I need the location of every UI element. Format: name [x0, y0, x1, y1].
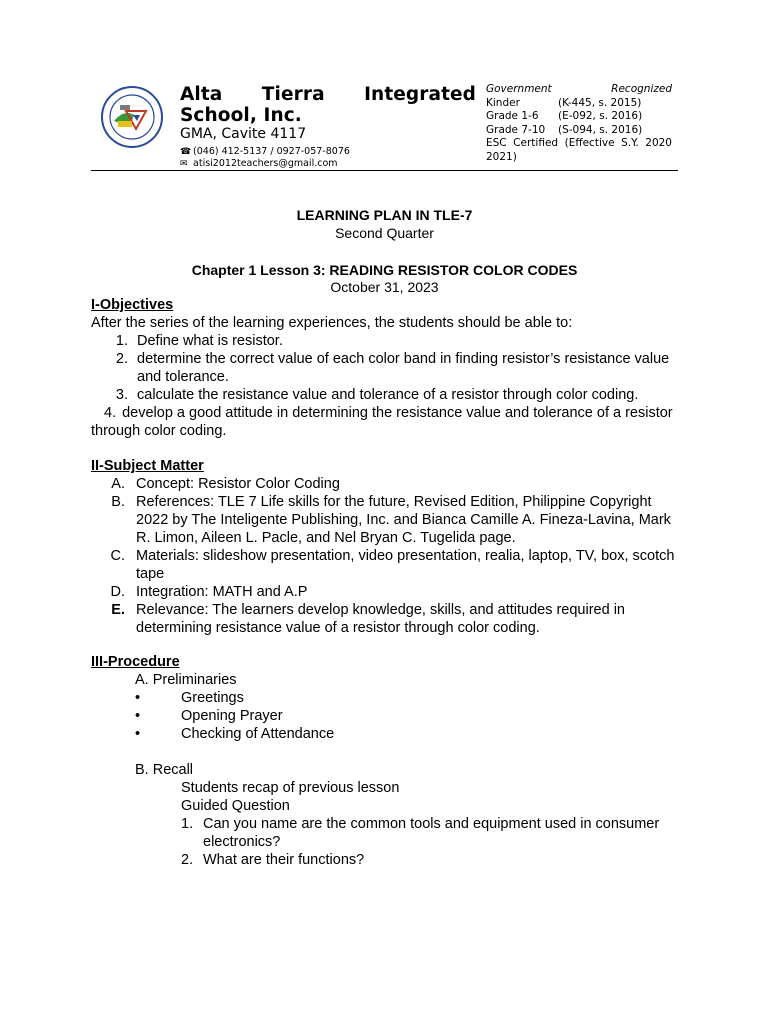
esc-certification: ESC Certified (Effective S.Y. 2020 2021)	[486, 137, 672, 163]
lesson-title: Chapter 1 Lesson 3: READING RESISTOR COLOR CODES	[191, 262, 578, 278]
plan-quarter: Second Quarter	[335, 225, 434, 241]
plan-title: LEARNING PLAN IN TLE-7	[296, 207, 473, 223]
phone-number: (046) 412-5137 / 0927-057-8076	[193, 146, 350, 157]
guided-question-label: Guided Question	[181, 798, 290, 814]
school-address: GMA, Cavite 4117	[180, 126, 307, 142]
subject-matter-heading: II-Subject Matter	[91, 458, 204, 474]
objectives-heading: I-Objectives	[91, 297, 174, 313]
list-item: 1. Define what is resistor.	[115, 333, 283, 349]
list-item: D. Integration: MATH and A.P	[110, 584, 308, 600]
phone-icon: ☎	[180, 147, 192, 157]
list-item: • Opening Prayer	[135, 708, 283, 724]
list-item: B. References: TLE 7 Life skills for the future, Revised Edition, Philippine Copyright 2022 by The Inteligente Publishing, Inc. and Bianca Camille A. Fineza-Lavina, Mark R. Limon, Aileen L. Pacle, and Nel Bryan C. Tugelida page.	[111, 494, 671, 546]
recognition-row: Grade 7-10 (S-094, s. 2016)	[486, 123, 643, 136]
list-item: 1. Can you name are the common tools and equipment used in consumer electronics?	[181, 816, 660, 850]
government-recognized: Government Recognized	[486, 83, 672, 95]
procedure-section	[91, 653, 681, 869]
list-item: A. Concept: Resistor Color Coding	[111, 476, 340, 492]
list-item: 2. What are their functions?	[181, 852, 365, 868]
list-item: 4. develop a good attitude in determining the resistance value and tolerance of a resistor through color coding.	[91, 405, 673, 439]
recognition-row: Kinder (K-445, s. 2015)	[486, 96, 642, 109]
objectives-list	[91, 332, 681, 404]
subject-matter-list	[91, 475, 681, 637]
list-item: • Checking of Attendance	[135, 726, 335, 742]
school-name: Alta Tierra Integrated School, Inc.	[180, 84, 476, 126]
list-item: E. Relevance: The learners develop knowledge, skills, and attitudes required in determining resistance value of a resistor through color coding.	[111, 602, 625, 636]
school-seal-logo	[100, 85, 164, 149]
objectives-section	[91, 296, 681, 440]
subject-matter-section	[91, 457, 681, 637]
header-divider	[91, 170, 678, 171]
list-item: 3. calculate the resistance value and tolerance of a resistor through color coding.	[115, 387, 639, 403]
objectives-intro: After the series of the learning experiences, the students should be able to:	[91, 315, 573, 331]
email-address: atisi2012teachers@gmail.com	[193, 158, 338, 169]
recognition-row: Grade 1-6 (E-092, s. 2016)	[486, 110, 643, 122]
email-icon: ✉	[180, 159, 188, 169]
recall-recap: Students recap of previous lesson	[181, 780, 400, 796]
school-email	[180, 158, 338, 169]
preliminaries-label: A. Preliminaries	[135, 672, 237, 688]
recognition-block	[486, 83, 672, 164]
list-item: • Greetings	[135, 690, 244, 706]
recall-label: B. Recall	[135, 762, 194, 778]
list-item: 2. determine the correct value of each color band in finding resistor’s resistance value and tolerance.	[115, 351, 670, 385]
school-phone	[180, 146, 350, 157]
lesson-date: October 31, 2023	[330, 279, 439, 295]
list-item: C. Materials: slideshow presentation, video presentation, realia, laptop, TV, box, scotch tape	[110, 548, 675, 582]
procedure-heading: III-Procedure	[91, 654, 180, 670]
